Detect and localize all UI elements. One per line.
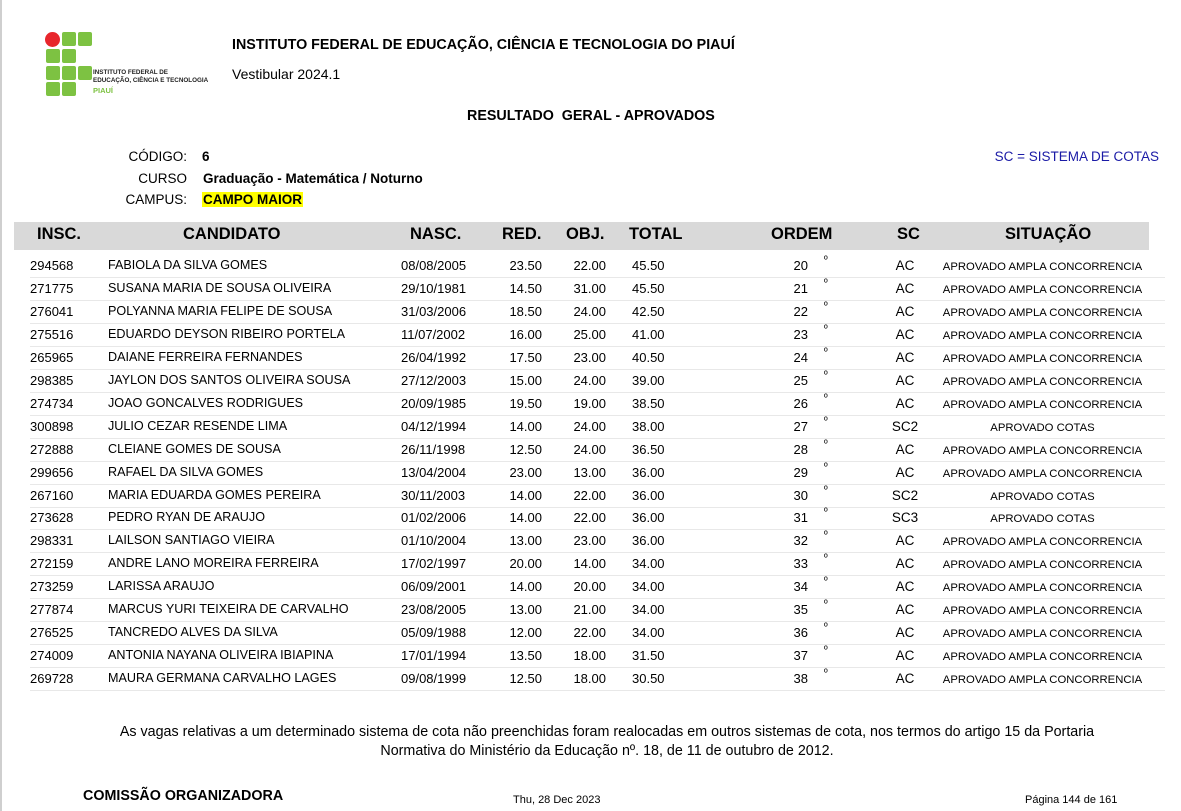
red-cell: 23.00 <box>509 464 542 480</box>
red-cell: 17.50 <box>509 349 542 365</box>
ordem-cell: 24 <box>793 349 808 365</box>
quota-reallocation-note <box>0 723 1181 761</box>
insc-cell: 300898 <box>30 418 74 434</box>
insc-cell: 267160 <box>30 487 74 503</box>
insc-cell: 275516 <box>30 326 74 342</box>
situacao-cell: APROVADO AMPLA CONCORRENCIA <box>942 329 1143 342</box>
table-row <box>30 529 1165 553</box>
total-cell: 31.50 <box>632 648 665 664</box>
obj-cell: 14.00 <box>573 556 606 572</box>
print-date: Thu, 28 Dec 2023 <box>513 794 601 806</box>
insc-cell: 274009 <box>30 648 74 664</box>
ordinal-mark: º <box>824 255 828 266</box>
situacao-cell: APROVADO COTAS <box>990 490 1095 503</box>
total-cell: 36.50 <box>632 441 665 457</box>
nasc-cell: 26/11/1998 <box>401 441 466 457</box>
ordem-cell: 29 <box>793 464 808 480</box>
ordem-cell: 37 <box>793 648 808 664</box>
nasc-cell: 26/04/1992 <box>401 349 467 365</box>
ordem-cell: 33 <box>793 556 808 572</box>
candidato-cell: SUSANA MARIA DE SOUSA OLIVEIRA <box>108 280 332 295</box>
logo-state-text: PIAUÍ <box>93 86 114 95</box>
logo-text <box>93 69 208 85</box>
obj-cell: 18.00 <box>573 648 606 664</box>
total-cell: 34.00 <box>632 579 665 595</box>
nasc-cell: 17/01/1994 <box>401 648 467 664</box>
nasc-cell: 05/09/1988 <box>401 625 467 641</box>
red-cell: 14.00 <box>509 510 542 526</box>
col-header-nasc: NASC. <box>410 225 462 243</box>
candidato-cell: MARIA EDUARDA GOMES PEREIRA <box>108 487 321 502</box>
nasc-cell: 27/12/2003 <box>401 372 467 388</box>
table-row <box>30 369 1165 393</box>
red-cell: 12.50 <box>509 671 542 687</box>
insc-cell: 265965 <box>30 349 74 365</box>
nasc-cell: 20/09/1985 <box>401 395 467 411</box>
table-row <box>30 598 1165 622</box>
total-cell: 36.00 <box>632 464 665 480</box>
candidato-cell: JULIO CEZAR RESENDE LIMA <box>108 418 288 433</box>
logo-square <box>46 66 60 80</box>
ordem-cell: 23 <box>793 326 808 342</box>
total-cell: 42.50 <box>632 303 665 319</box>
insc-cell: 273628 <box>30 510 74 526</box>
ordem-cell: 21 <box>793 280 808 296</box>
ordem-cell: 35 <box>793 602 808 618</box>
obj-cell: 22.00 <box>573 510 606 526</box>
candidato-cell: JOAO GONCALVES RODRIGUES <box>108 395 304 410</box>
quota-system-legend: SC = SISTEMA DE COTAS <box>994 149 1159 164</box>
obj-cell: 13.00 <box>573 464 606 480</box>
nasc-cell: 17/02/1997 <box>401 556 467 572</box>
logo-square <box>78 32 92 46</box>
obj-cell: 18.00 <box>573 671 606 687</box>
logo-square <box>46 82 60 96</box>
sc-cell: SC2 <box>891 487 919 503</box>
candidato-cell: LAILSON SANTIAGO VIEIRA <box>108 533 275 548</box>
situacao-cell: APROVADO COTAS <box>990 421 1095 434</box>
nasc-cell: 06/09/2001 <box>401 579 467 595</box>
insc-cell: 294568 <box>30 258 74 273</box>
table-row <box>30 392 1165 416</box>
red-cell: 19.50 <box>509 395 542 411</box>
logo-square <box>62 32 76 46</box>
situacao-cell: APROVADO AMPLA CONCORRENCIA <box>942 467 1143 480</box>
ordem-cell: 26 <box>793 395 808 411</box>
sc-cell: AC <box>895 671 915 687</box>
col-header-sc: SC <box>897 225 920 243</box>
situacao-cell: APROVADO AMPLA CONCORRENCIA <box>942 559 1143 572</box>
total-cell: 36.00 <box>632 533 665 549</box>
situacao-cell: APROVADO AMPLA CONCORRENCIA <box>942 283 1143 296</box>
sc-cell: AC <box>895 556 915 572</box>
table-row <box>30 254 1165 278</box>
table-row <box>30 506 1165 530</box>
col-header-situacao: SITUAÇÃO <box>1005 225 1092 243</box>
total-cell: 34.00 <box>632 556 665 572</box>
candidato-cell: LARISSA ARAUJO <box>108 579 215 594</box>
sc-cell: AC <box>895 303 915 319</box>
note-line: Normativa do Ministério da Educação nº. 18, de 11 de outubro de 2012. <box>380 743 834 759</box>
insc-cell: 269728 <box>30 671 74 687</box>
total-cell: 45.50 <box>632 280 665 296</box>
ordem-cell: 28 <box>793 441 808 457</box>
candidato-cell: ANTONIA NAYANA OLIVEIRA IBIAPINA <box>108 648 334 663</box>
ordinal-mark: º <box>824 415 828 427</box>
candidato-cell: POLYANNA MARIA FELIPE DE SOUSA <box>108 303 333 318</box>
obj-cell: 31.00 <box>573 280 606 296</box>
ordinal-mark: º <box>824 530 828 542</box>
nasc-cell: 23/08/2005 <box>401 602 467 618</box>
ordinal-mark: º <box>824 599 828 611</box>
nasc-cell: 13/04/2004 <box>401 464 467 480</box>
candidato-cell: PEDRO RYAN DE ARAUJO <box>108 510 265 525</box>
insc-cell: 298331 <box>30 533 74 549</box>
sc-cell: AC <box>895 258 915 273</box>
table-row <box>30 552 1165 576</box>
table-row <box>30 484 1165 508</box>
total-cell: 30.50 <box>632 671 665 687</box>
situacao-cell: APROVADO AMPLA CONCORRENCIA <box>942 651 1143 664</box>
ordinal-mark: º <box>824 507 828 519</box>
sc-cell: AC <box>895 349 915 365</box>
sc-cell: AC <box>895 280 915 296</box>
total-cell: 38.00 <box>632 418 665 434</box>
col-header-insc: INSC. <box>37 225 82 243</box>
candidato-cell: MARCUS YURI TEIXEIRA DE CARVALHO <box>108 602 349 617</box>
insc-cell: 299656 <box>30 464 74 480</box>
obj-cell: 22.00 <box>573 625 606 641</box>
total-cell: 41.00 <box>632 326 665 342</box>
nasc-cell: 30/11/2003 <box>401 487 466 503</box>
table-row <box>30 300 1165 324</box>
logo-square <box>62 49 76 63</box>
candidato-cell: TANCREDO ALVES DA SILVA <box>108 625 278 640</box>
obj-cell: 24.00 <box>573 418 606 434</box>
red-cell: 23.50 <box>509 258 542 273</box>
campus-highlight: CAMPO MAIOR <box>203 192 302 207</box>
codigo-value: 6 <box>202 149 210 164</box>
ordinal-mark: º <box>824 438 828 450</box>
institution-logo <box>43 31 208 99</box>
sc-cell: SC3 <box>891 510 919 526</box>
sc-cell: AC <box>895 533 915 549</box>
total-cell: 34.00 <box>632 602 665 618</box>
nasc-cell: 08/08/2005 <box>401 258 467 273</box>
candidato-cell: RAFAEL DA SILVA GOMES <box>108 464 264 479</box>
ordinal-mark: º <box>824 576 828 588</box>
nasc-cell: 31/03/2006 <box>401 303 467 319</box>
red-cell: 13.00 <box>509 533 542 549</box>
total-cell: 38.50 <box>632 395 665 411</box>
situacao-cell: APROVADO AMPLA CONCORRENCIA <box>942 398 1143 411</box>
insc-cell: 276041 <box>30 303 74 319</box>
ordinal-mark: º <box>824 484 828 496</box>
situacao-cell: APROVADO AMPLA CONCORRENCIA <box>942 375 1143 388</box>
red-cell: 15.00 <box>509 372 542 388</box>
candidato-cell: ANDRE LANO MOREIRA FERREIRA <box>108 556 319 571</box>
nasc-cell: 01/02/2006 <box>401 510 467 526</box>
table-row <box>30 461 1165 485</box>
ordem-cell: 30 <box>793 487 808 503</box>
logo-text-line: EDUCAÇÃO, CIÊNCIA E TECNOLOGIA <box>93 77 209 84</box>
ordinal-mark: º <box>824 392 828 404</box>
table-row <box>30 575 1165 599</box>
logo-square <box>62 66 76 80</box>
sc-cell: AC <box>895 648 915 664</box>
col-header-red: RED. <box>502 225 542 243</box>
situacao-cell: APROVADO AMPLA CONCORRENCIA <box>942 261 1143 273</box>
total-cell: 36.00 <box>632 510 665 526</box>
ordinal-mark: º <box>824 277 828 289</box>
ordinal-mark: º <box>824 369 828 381</box>
campus-label: CAMPUS: <box>125 192 187 207</box>
situacao-cell: APROVADO COTAS <box>990 513 1095 526</box>
table-row <box>30 346 1165 370</box>
table-row <box>30 667 1165 691</box>
ordem-cell: 34 <box>793 579 808 595</box>
sc-cell: AC <box>895 395 915 411</box>
total-cell: 36.00 <box>632 487 665 503</box>
insc-cell: 271775 <box>30 280 74 296</box>
ordinal-mark: º <box>824 668 828 680</box>
obj-cell: 24.00 <box>573 372 606 388</box>
campus-value <box>202 192 303 207</box>
table-row <box>30 415 1165 439</box>
obj-cell: 24.00 <box>573 303 606 319</box>
ordinal-mark: º <box>824 300 828 312</box>
total-cell: 45.50 <box>632 258 665 273</box>
insc-cell: 277874 <box>30 602 74 618</box>
col-header-total: TOTAL <box>629 225 683 243</box>
insc-cell: 273259 <box>30 579 74 595</box>
total-cell: 40.50 <box>632 349 665 365</box>
table-row <box>30 438 1165 462</box>
logo-text-line: INSTITUTO FEDERAL DE <box>93 69 168 76</box>
insc-cell: 298385 <box>30 372 74 388</box>
red-cell: 14.00 <box>509 487 542 503</box>
nasc-cell: 01/10/2004 <box>401 533 467 549</box>
situacao-cell: APROVADO AMPLA CONCORRENCIA <box>942 444 1143 457</box>
page-number: Página 144 de 161 <box>1025 794 1118 806</box>
ordinal-mark: º <box>824 323 828 335</box>
ordinal-mark: º <box>824 553 828 565</box>
sc-cell: SC2 <box>891 418 919 434</box>
red-cell: 14.00 <box>509 579 542 595</box>
situacao-cell: APROVADO AMPLA CONCORRENCIA <box>942 582 1143 595</box>
table-row <box>30 277 1165 301</box>
red-cell: 13.00 <box>509 602 542 618</box>
page-left-border <box>0 0 2 811</box>
red-cell: 12.00 <box>509 625 542 641</box>
exam-name: Vestibular 2024.1 <box>232 66 341 82</box>
table-row <box>30 644 1165 668</box>
table-header <box>14 222 1149 250</box>
situacao-cell: APROVADO AMPLA CONCORRENCIA <box>942 352 1143 365</box>
ordem-cell: 22 <box>793 303 808 319</box>
sc-cell: AC <box>895 464 915 480</box>
red-cell: 14.50 <box>509 280 542 296</box>
situacao-cell: APROVADO AMPLA CONCORRENCIA <box>942 536 1143 549</box>
red-cell: 18.50 <box>509 303 542 319</box>
obj-cell: 23.00 <box>573 349 606 365</box>
nasc-cell: 04/12/1994 <box>401 418 467 434</box>
sc-cell: AC <box>895 625 915 641</box>
total-cell: 39.00 <box>632 372 665 388</box>
table-row <box>30 621 1165 645</box>
insc-cell: 272888 <box>30 441 74 457</box>
ordem-cell: 25 <box>793 372 808 388</box>
obj-cell: 23.00 <box>573 533 606 549</box>
candidato-cell: MAURA GERMANA CARVALHO LAGES <box>108 671 337 686</box>
logo-square <box>62 82 76 96</box>
ordinal-mark: º <box>824 645 828 657</box>
insc-cell: 274734 <box>30 395 74 411</box>
obj-cell: 22.00 <box>573 487 606 503</box>
ordem-cell: 32 <box>793 533 808 549</box>
red-cell: 20.00 <box>509 556 542 572</box>
ordem-cell: 31 <box>793 510 808 526</box>
situacao-cell: APROVADO AMPLA CONCORRENCIA <box>942 628 1143 641</box>
logo-red-dot <box>45 32 60 47</box>
sc-cell: AC <box>895 326 915 342</box>
logo-square <box>78 66 92 80</box>
ordinal-mark: º <box>824 622 828 634</box>
commission-signature: COMISSÃO ORGANIZADORA <box>83 788 284 804</box>
insc-cell: 276525 <box>30 625 74 641</box>
candidato-cell: CLEIANE GOMES DE SOUSA <box>108 441 281 456</box>
sc-cell: AC <box>895 372 915 388</box>
candidato-cell: EDUARDO DEYSON RIBEIRO PORTELA <box>108 326 345 341</box>
codigo-label: CÓDIGO: <box>128 149 187 164</box>
nasc-cell: 29/10/1981 <box>401 280 467 296</box>
insc-cell: 272159 <box>30 556 74 572</box>
red-cell: 12.50 <box>509 441 542 457</box>
col-header-ordem: ORDEM <box>771 225 833 243</box>
nasc-cell: 09/08/1999 <box>401 671 467 687</box>
sc-cell: AC <box>895 441 915 457</box>
curso-value: Graduação - Matemática / Noturno <box>203 171 423 186</box>
obj-cell: 19.00 <box>573 395 606 411</box>
ordinal-mark: º <box>824 346 828 358</box>
sc-cell: AC <box>895 602 915 618</box>
ordem-cell: 36 <box>793 625 808 641</box>
obj-cell: 22.00 <box>573 258 606 273</box>
institution-name: INSTITUTO FEDERAL DE EDUCAÇÃO, CIÊNCIA E TECNOLOGIA DO PIAUÍ <box>232 37 735 53</box>
note-line: As vagas relativas a um determinado sistema de cota não preenchidas foram realocadas em outros sistemas de cota, nos termos do artigo 15 da Portaria <box>119 724 1095 740</box>
table-row <box>30 323 1165 347</box>
obj-cell: 21.00 <box>573 602 606 618</box>
red-cell: 13.50 <box>509 648 542 664</box>
col-header-candidato: CANDIDATO <box>183 225 281 243</box>
ordinal-mark: º <box>824 461 828 473</box>
situacao-cell: APROVADO AMPLA CONCORRENCIA <box>942 674 1143 687</box>
col-header-obj: OBJ. <box>566 225 605 243</box>
situacao-cell: APROVADO AMPLA CONCORRENCIA <box>942 605 1143 618</box>
sc-cell: AC <box>895 579 915 595</box>
logo-square <box>46 49 60 63</box>
candidato-cell: FABIOLA DA SILVA GOMES <box>108 258 268 272</box>
red-cell: 14.00 <box>509 418 542 434</box>
total-cell: 34.00 <box>632 625 665 641</box>
candidato-cell: DAIANE FERREIRA FERNANDES <box>108 349 303 364</box>
ordem-cell: 38 <box>793 671 808 687</box>
red-cell: 16.00 <box>509 326 542 342</box>
situacao-cell: APROVADO AMPLA CONCORRENCIA <box>942 306 1143 319</box>
page-title: RESULTADO GERAL - APROVADOS <box>467 108 715 124</box>
ordem-cell: 27 <box>793 418 808 434</box>
nasc-cell: 11/07/2002 <box>401 326 466 342</box>
obj-cell: 20.00 <box>573 579 606 595</box>
ordem-cell: 20 <box>793 258 808 273</box>
obj-cell: 24.00 <box>573 441 606 457</box>
curso-label: CURSO <box>138 171 187 186</box>
obj-cell: 25.00 <box>573 326 606 342</box>
candidato-cell: JAYLON DOS SANTOS OLIVEIRA SOUSA <box>108 372 351 387</box>
